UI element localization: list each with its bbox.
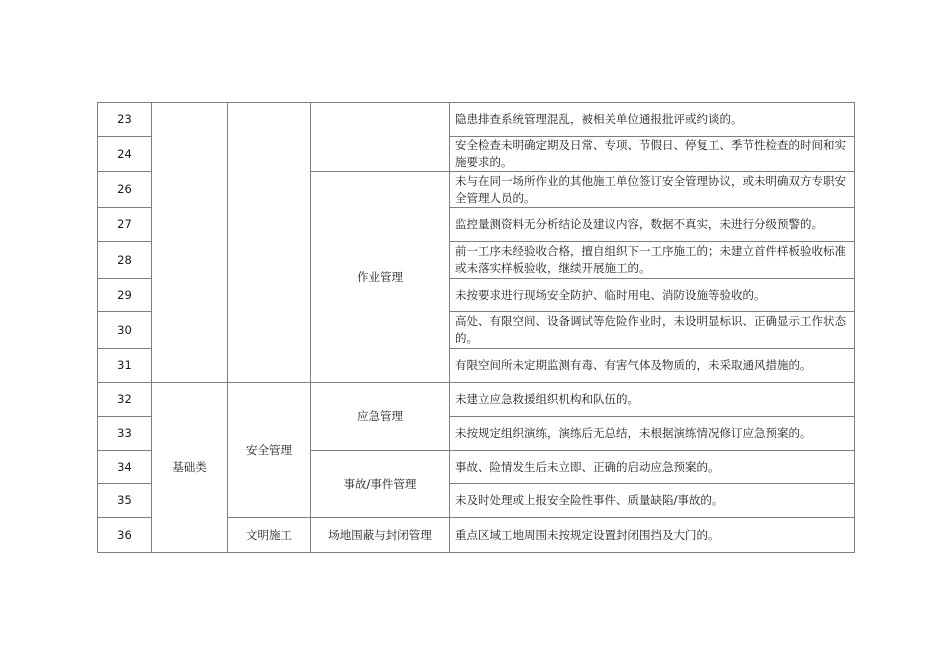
violation-description: 未按规定组织演练，演练后无总结，未根据演练情况修订应急预案的。: [450, 417, 855, 451]
table-row: [98, 383, 855, 417]
violation-description: 事故、险情发生后未立即、正确的启动应急预案的。: [450, 451, 855, 484]
row-number: 29: [98, 279, 152, 312]
violation-description: 安全检查未明确定期及日常、专项、节假日、停复工、季节性检查的时间和实施要求的。: [450, 137, 855, 172]
violation-description: 重点区域工地周围未按规定设置封闭围挡及大门的。: [450, 518, 855, 553]
mid-category-cell-blank: [228, 103, 311, 383]
row-number: 32: [98, 383, 152, 417]
row-number: 27: [98, 208, 152, 242]
sub-category-label: 应急管理: [311, 383, 450, 451]
row-number: 26: [98, 172, 152, 208]
row-number: 35: [98, 484, 152, 518]
row-number: 23: [98, 103, 152, 137]
violation-description: 未及时处理或上报安全险性事件、质量缺陷/事故的。: [450, 484, 855, 518]
category-label: 基础类: [152, 383, 228, 553]
sub-category-label: 作业管理: [311, 172, 450, 383]
sub-category-cell-blank: [311, 103, 450, 172]
category-cell-blank: [152, 103, 228, 383]
violation-description: 隐患排查系统管理混乱，被相关单位通报批评或约谈的。: [450, 103, 855, 137]
violation-description: 未建立应急救援组织机构和队伍的。: [450, 383, 855, 417]
sub-category-label: 场地围蔽与封闭管理: [311, 518, 450, 553]
row-number: 34: [98, 451, 152, 484]
row-number: 33: [98, 417, 152, 451]
violation-description: 高处、有限空间、设备调试等危险作业时，未设明显标识、正确显示工作状态的。: [450, 312, 855, 349]
inspection-table: [97, 102, 855, 553]
row-number: 36: [98, 518, 152, 553]
violation-description: 前一工序未经验收合格，擅自组织下一工序施工的；未建立首件样板验收标准或未落实样板验收，继续开展施工的。: [450, 242, 855, 279]
row-number: 31: [98, 349, 152, 383]
mid-category-label: 文明施工: [228, 518, 311, 553]
violation-description: 未按要求进行现场安全防护、临时用电、消防设施等验收的。: [450, 279, 855, 312]
row-number: 28: [98, 242, 152, 279]
violation-description: 有限空间所未定期监测有毒、有害气体及物质的，未采取通风措施的。: [450, 349, 855, 383]
mid-category-label: 安全管理: [228, 383, 311, 518]
row-number: 24: [98, 137, 152, 172]
sub-category-label: 事故/事件管理: [311, 451, 450, 518]
violation-description: 监控量测资料无分析结论及建议内容，数据不真实，未进行分级预警的。: [450, 208, 855, 242]
table-row: [98, 103, 855, 137]
row-number: 30: [98, 312, 152, 349]
violation-description: 未与在同一场所作业的其他施工单位签订安全管理协议，或未明确双方专职安全管理人员的。: [450, 172, 855, 208]
